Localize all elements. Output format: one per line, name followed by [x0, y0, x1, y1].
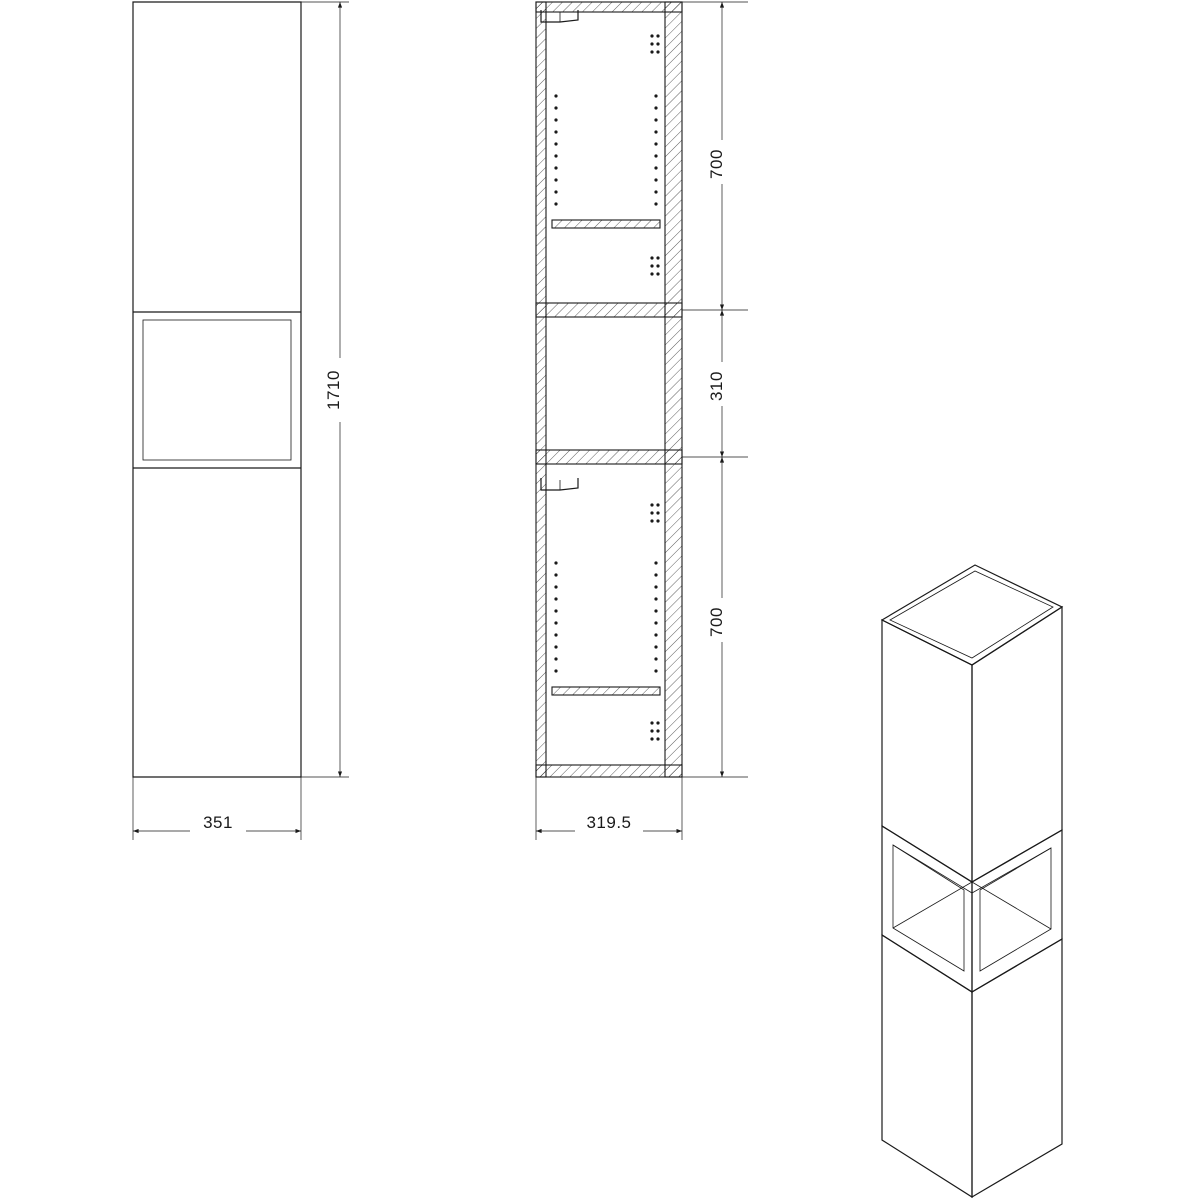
dim-label-open-shelf: 310	[707, 371, 726, 401]
dim-label-section-width: 319.5	[586, 813, 632, 832]
shelf-peg-holes-upper	[554, 34, 659, 275]
dimension-overall-height	[301, 2, 352, 777]
dimension-lower-compartment	[707, 457, 734, 777]
shelf-peg-holes-lower	[554, 503, 659, 740]
front-elevation-view	[133, 2, 301, 777]
dim-label-overall-height: 1710	[324, 370, 343, 410]
dim-label-lower-compartment: 700	[707, 607, 726, 637]
dimension-overall-width	[133, 777, 301, 840]
dim-label-upper-compartment: 700	[707, 149, 726, 179]
dimension-open-shelf	[707, 310, 734, 457]
dimension-upper-compartment	[707, 2, 734, 310]
dim-label-overall-width: 351	[203, 813, 233, 832]
dimension-section-width	[536, 777, 682, 840]
section-view	[536, 2, 682, 777]
isometric-view	[882, 565, 1062, 1197]
